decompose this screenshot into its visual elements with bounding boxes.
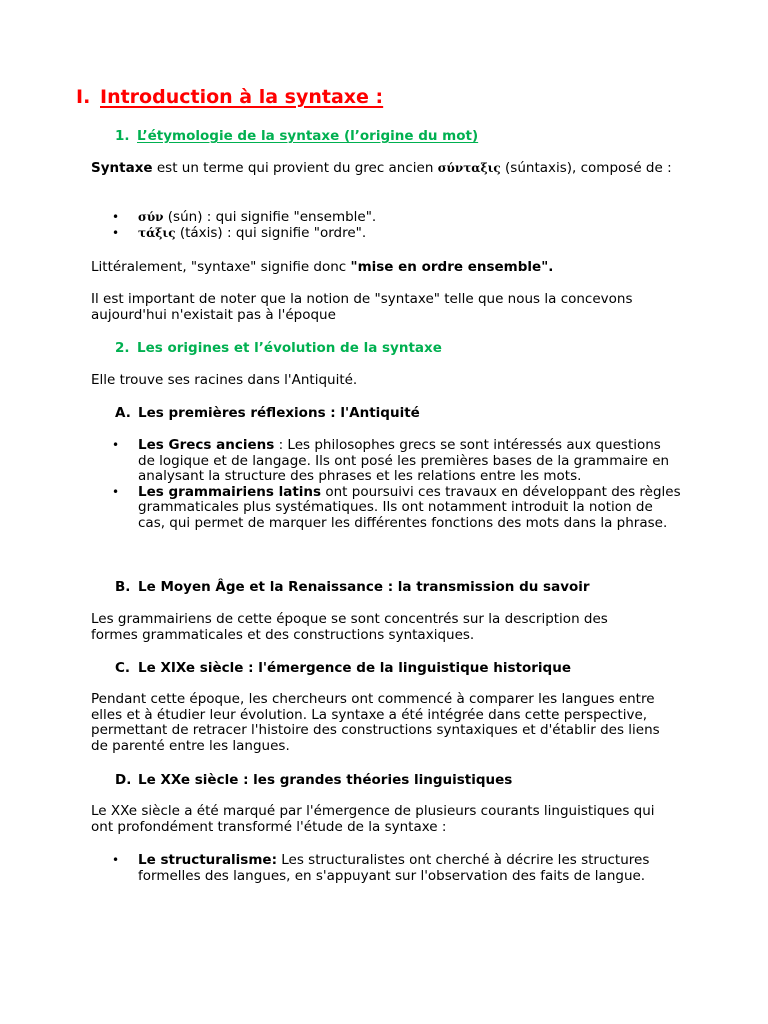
section-1-title: L’étymologie de la syntaxe (l’origine du mot) [137, 128, 479, 144]
definition-text-1: est un terme qui provient du grec ancien [152, 160, 438, 176]
heading-number: I. [76, 86, 91, 108]
subsection-a-title: Les premières réflexions : l'Antiquité [138, 405, 420, 421]
syntaxe-definition-paragraph [91, 161, 681, 177]
section-1-number: 1. [115, 128, 130, 144]
subsection-b-heading [115, 578, 590, 596]
section-2-title: Les origines et l’évolution de la syntaxe [137, 340, 442, 356]
list-item [91, 485, 681, 532]
origins-intro-paragraph: Elle trouve ses racines dans l'Antiquité. [91, 372, 358, 388]
antiquity-list [91, 438, 681, 531]
subsection-d-heading [115, 771, 512, 789]
etymology-list [91, 210, 691, 241]
bullet-icon: • [112, 853, 120, 867]
heading-text: Introduction à la syntaxe : [100, 86, 384, 108]
twentieth-century-paragraph: Le XXe siècle a été marqué par l'émergence de plusieurs courants linguistiques qui ont profondément transformé l'étude de la syntaxe : [91, 803, 655, 835]
section-2-number: 2. [115, 340, 130, 356]
nineteenth-century-paragraph: Pendant cette époque, les chercheurs ont commencé à comparer les langues entre elles et à étudier leur évolution. La syntaxe a été intégrée dans cette perspective, permettant de retracer l'histoire des constructions syntaxiques et d'établir des liens de parenté entre les langues. [91, 691, 660, 754]
list-item [91, 853, 681, 884]
list-item-bold: Le structuralisme: [138, 852, 277, 868]
subsection-c-title: Le XIXe siècle : l'émergence de la linguistique historique [138, 660, 571, 676]
list-item-text: (táxis) : qui signifie "ordre". [175, 224, 367, 241]
list-item [91, 438, 681, 485]
list-item [91, 210, 691, 226]
list-item-bold: Les grammairiens latins [138, 483, 322, 500]
list-item-text: (sún) : qui signifie "ensemble". [163, 209, 377, 225]
bullet-icon: • [112, 484, 120, 499]
greek-word-taxis: τάξις [138, 225, 176, 240]
subsection-b-letter: B. [115, 579, 131, 595]
bullet-icon: • [112, 210, 120, 224]
list-item-text: : Les philosophes grecs se sont intéressés aux questions de logique et de langage. Ils ont posé les premières bases de la grammaire en analysant la structure des phrases et les relations entre les mots. [138, 437, 670, 484]
main-heading [76, 84, 383, 110]
literal-meaning-paragraph [91, 260, 681, 276]
definition-text-2: (súntaxis), composé de : [500, 160, 672, 176]
literal-bold: "mise en ordre ensemble". [350, 259, 554, 275]
bullet-icon: • [112, 225, 120, 240]
list-item-bold: Les Grecs anciens [138, 437, 275, 453]
greek-word-syntaxis: σύνταξις [437, 161, 501, 175]
list-item-text: Les structuralistes ont cherché à décrire les structures formelles des langues, en s'appuyant sur l'observation des faits de langue. [138, 852, 650, 884]
subsection-b-title: Le Moyen Âge et la Renaissance : la transmission du savoir [138, 579, 590, 595]
greek-word-syn: σύν [138, 210, 164, 224]
subsection-c-letter: C. [115, 660, 131, 676]
literal-text: Littéralement, "syntaxe" signifie donc [91, 259, 351, 275]
theories-list [91, 853, 681, 884]
section-2-heading [115, 339, 442, 357]
subsection-a-letter: A. [115, 405, 131, 421]
subsection-d-letter: D. [115, 772, 132, 788]
bullet-icon: • [112, 438, 120, 452]
list-item-text: ont poursuivi ces travaux en développant des règles grammaticales plus systématiques. Ils ont notamment introduit la notion de cas, qui permet de marquer les différentes fonctions des mots dans la phrase. [138, 483, 681, 531]
list-item [91, 226, 691, 242]
subsection-d-title: Le XXe siècle : les grandes théories linguistiques [138, 772, 513, 788]
middle-ages-paragraph: Les grammairiens de cette époque se sont concentrés sur la description des formes grammaticales et des constructions syntaxiques. [91, 611, 608, 643]
subsection-c-heading [115, 659, 571, 677]
notion-note-paragraph: Il est important de noter que la notion de "syntaxe" telle que nous la concevons aujourd'hui n'existait pas à l'époque [91, 291, 633, 323]
subsection-a-heading [115, 404, 420, 422]
syntaxe-term: Syntaxe [91, 160, 153, 176]
section-1-heading [115, 127, 478, 145]
